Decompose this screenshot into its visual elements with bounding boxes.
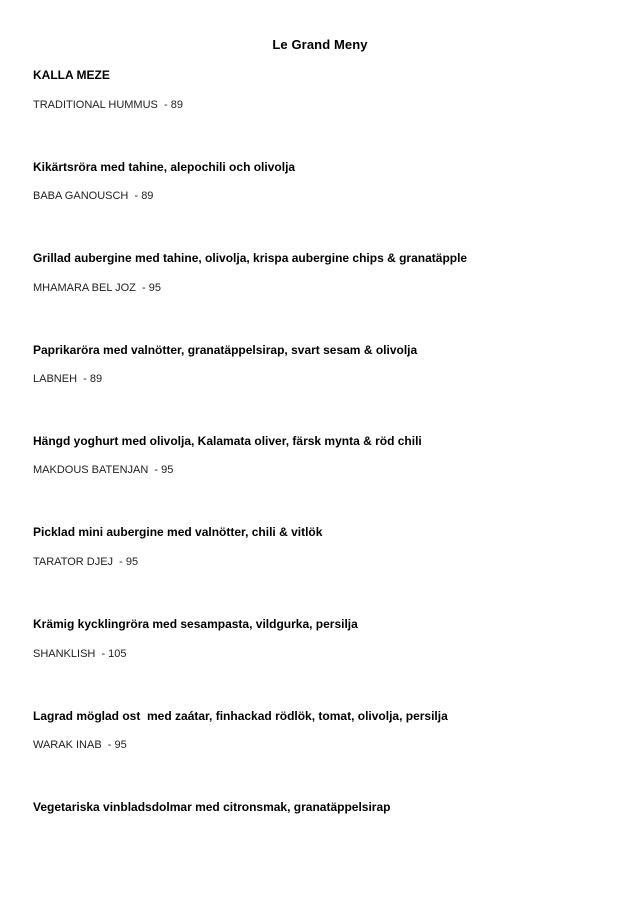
item-description: Lagrad möglad ost med zaátar, finhackad rödlök, tomat, olivolja, persilja <box>33 709 448 723</box>
menu-item <box>33 464 613 539</box>
item-name: BABA GANOUSCH - 89 <box>33 190 154 202</box>
menu-item <box>33 739 613 814</box>
menu-item <box>33 373 613 448</box>
item-name: TRADITIONAL HUMMUS - 89 <box>33 99 183 111</box>
item-name: SHANKLISH - 105 <box>33 648 127 660</box>
item-name: MAKDOUS BATENJAN - 95 <box>33 464 174 476</box>
item-name: MHAMARA BEL JOZ - 95 <box>33 282 161 294</box>
menu-item <box>33 190 613 265</box>
menu-item <box>33 99 613 174</box>
item-description: Picklad mini aubergine med valnötter, chili & vitlök <box>33 525 323 539</box>
item-description: Krämig kycklingröra med sesampasta, vildgurka, persilja <box>33 617 358 631</box>
item-name: WARAK INAB - 95 <box>33 739 127 751</box>
menu-item <box>33 282 613 357</box>
page-title: Le Grand Meny <box>272 37 368 52</box>
item-description: Paprikaröra med valnötter, granatäppelsirap, svart sesam & olivolja <box>33 343 418 357</box>
section-heading: KALLA MEZE <box>33 68 110 82</box>
menu-item <box>33 556 613 631</box>
item-description: Grillad aubergine med tahine, olivolja, krispa aubergine chips & granatäpple <box>33 251 468 265</box>
menu-item <box>33 648 613 723</box>
item-description: Kikärtsröra med tahine, alepochili och olivolja <box>33 160 296 174</box>
item-name: TARATOR DJEJ - 95 <box>33 556 139 568</box>
item-description: Hängd yoghurt med olivolja, Kalamata oliver, färsk mynta & röd chili <box>33 434 422 448</box>
item-name: LABNEH - 89 <box>33 373 103 385</box>
item-description: Vegetariska vinbladsdolmar med citronsmak, granatäppelsirap <box>33 800 391 814</box>
